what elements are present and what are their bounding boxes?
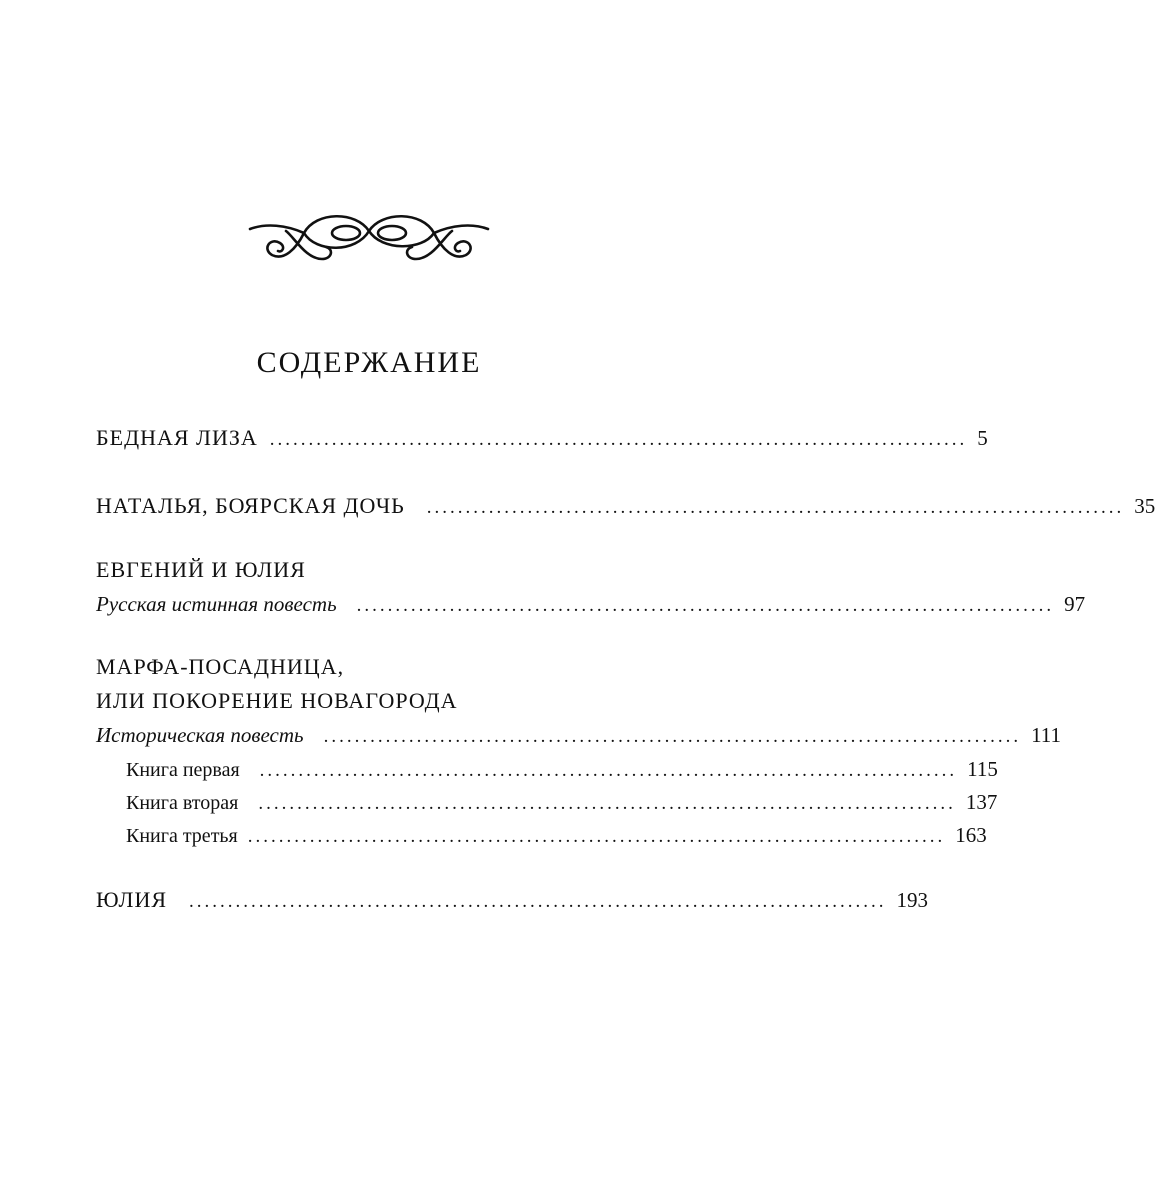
toc-page-number: 5 [977,426,988,450]
toc-entry-natalya [96,493,1155,519]
dot-leader: .......................................................................................... [426,497,1125,518]
toc-entry-book-3 [126,823,987,848]
toc-entry-title: БЕДНАЯ ЛИЗА [96,425,258,450]
toc-entry-evgeniy-title: ЕВГЕНИЙ И ЮЛИЯ [96,557,306,582]
toc-entry-title: Книга третья [126,825,238,847]
dot-leader: .......................................................................................... [247,826,946,847]
toc-entry-subtitle: Русская истинная повесть [96,592,337,616]
dot-leader: .......................................................................................... [356,595,1055,616]
toc-entry-subtitle: Историческая повесть [96,723,304,747]
toc-entry-bednaya-liza [96,425,988,451]
toc-page-number: 137 [965,790,998,814]
toc-page-number: 35 [1134,494,1155,518]
page-title: СОДЕРЖАНИЕ [256,346,482,379]
dot-leader: .......................................................................................... [323,726,1022,747]
flourish-ornament-icon [246,203,492,271]
toc-entry-title: ЮЛИЯ [96,887,167,912]
toc-entry-book-1 [126,757,998,782]
toc-entry-book-2 [126,790,998,815]
dot-leader: .......................................................................................... [189,891,887,912]
toc-page-number: 115 [967,757,998,781]
toc-entry-yuliya [96,887,928,913]
toc-entry-title: Книга вторая [126,792,239,814]
toc-entry-title: Книга первая [126,759,240,781]
toc-page-number: 193 [896,888,928,912]
dot-leader: .......................................................................................... [269,429,968,450]
toc-entry-marfa [96,723,1062,748]
toc-page-number: 111 [1031,723,1062,747]
toc-page-number: 163 [955,823,987,847]
toc-entry-marfa-title-line1: МАРФА-ПОСАДНИЦА, [96,654,345,679]
toc-entry-evgeniy [96,592,1086,617]
toc-entry-marfa-title-line2: ИЛИ ПОКОРЕНИЕ НОВАГОРОДА [96,688,458,713]
dot-leader: .......................................................................................... [259,760,958,781]
toc-entry-title: НАТАЛЬЯ, БОЯРСКАЯ ДОЧЬ [96,493,405,518]
dot-leader: .......................................................................................... [258,793,956,814]
toc-page-number: 97 [1064,592,1086,616]
